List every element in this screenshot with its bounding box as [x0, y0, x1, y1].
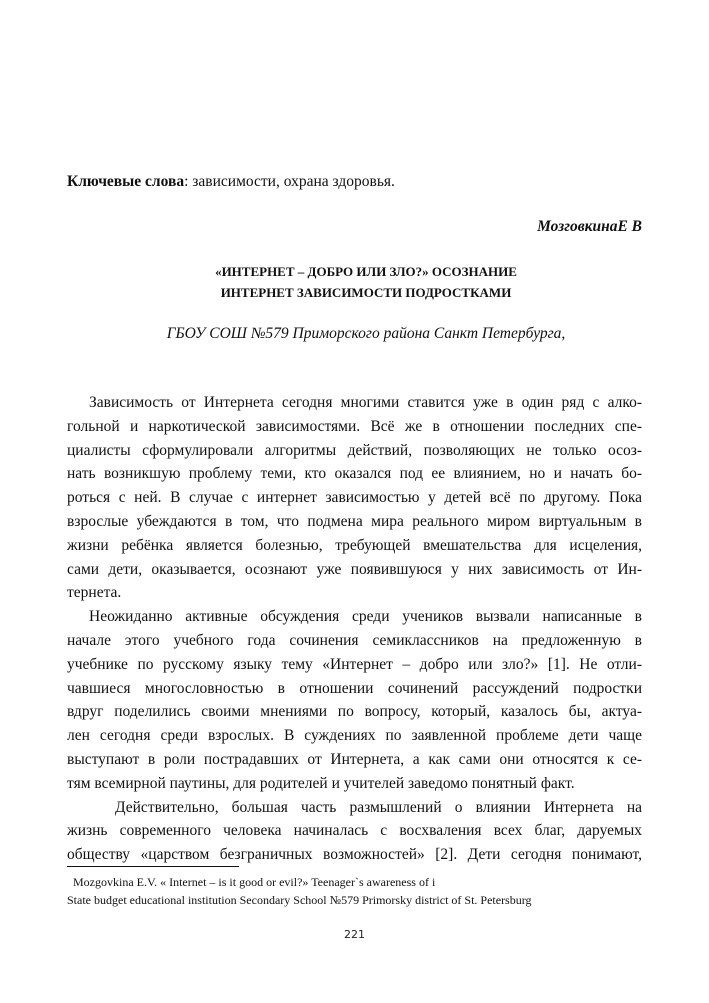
text-line: тям всемирной паутины, для родителей и учителей заведомо понятный факт. [67, 774, 575, 792]
text-line: сами дети, оказывается, осознают уже появившуюся у них зависимость от Ин- [67, 560, 642, 578]
footnote-divider [67, 866, 239, 867]
article-title [67, 261, 665, 303]
title-line: ИНТЕРНЕТ ЗАВИСИМОСТИ ПОДРОСТКАМИ [220, 285, 512, 300]
footnote-line: Mozgovkina E.V. « Internet – is it good or evil?» Teenager`s awareness of i [73, 875, 436, 889]
keywords-label: Ключевые слова [67, 173, 185, 190]
keywords-line [67, 172, 642, 192]
text-line: Неожиданно активные обсуждения среди учеников вызвали написанные в [89, 608, 642, 626]
text-line: чавшиеся многословностью в отношении сочинений рассуждений подростки [67, 679, 642, 697]
text-line: обществу «царством безграничных возможностей» [2]. Дети сегодня понимают, [67, 846, 642, 864]
footnote-line: State budget educational institution Secondary School №579 Primorsky district of St. Petersburg [67, 893, 532, 907]
text-line: Действительно, большая часть размышлений о влиянии Интернета на [115, 798, 642, 816]
text-line: жизни ребёнка является болезнью, требующей вмешательства для исцеления, [67, 536, 642, 554]
affiliation: ГБОУ СОШ №579 Приморского района Санкт Петербурга, [166, 325, 566, 342]
text-line: начале этого учебного года сочинения семиклассников на предложенную в [67, 631, 642, 649]
text-line: нать возникшую проблему теми, кто оказался под ее влиянием, но и начать бо- [67, 465, 642, 483]
text-line: выступают в роли пострадавших от Интернета, а как сами они относятся к се- [67, 750, 642, 768]
text-line: гольной и наркотической зависимостями. Всё же в отношении последних спе- [67, 417, 642, 435]
title-line: «ИНТЕРНЕТ – ДОБРО ИЛИ ЗЛО?» ОСОЗНАНИЕ [215, 264, 517, 279]
keywords-text: : зависимости, охрана здоровья. [184, 173, 395, 190]
text-line: взрослые убеждаются в том, что подмена мира реального миром виртуальным в [67, 512, 642, 530]
article-body [67, 391, 642, 867]
text-line: жизнь современного человека начиналась с восхваления всех благ, даруемых [67, 822, 642, 840]
text-line: учебнике по русскому языку тему «Интернет – добро или зло?» [1]. Не отли- [67, 655, 642, 673]
text-line: Зависимость от Интернета сегодня многими ставится уже в один ряд с алко- [89, 394, 642, 411]
text-line: вдруг поделились своими мнениями по вопросу, который, казалось бы, актуа- [67, 703, 642, 721]
page-number: 221 [344, 928, 365, 941]
text-line: циалисты сформулировали алгоритмы действий, позволяющих не только осоз- [67, 441, 642, 459]
author-name: МозговкинаЕ В [537, 218, 642, 235]
text-line: роться с ней. В случае с интернет зависимостью у детей всё по другому. Пока [67, 489, 642, 507]
text-line: тернета. [67, 584, 122, 602]
text-line: лен сегодня среди взрослых. В суждениях по заявленной проблеме дети чаще [67, 727, 642, 745]
footnote [67, 873, 647, 909]
